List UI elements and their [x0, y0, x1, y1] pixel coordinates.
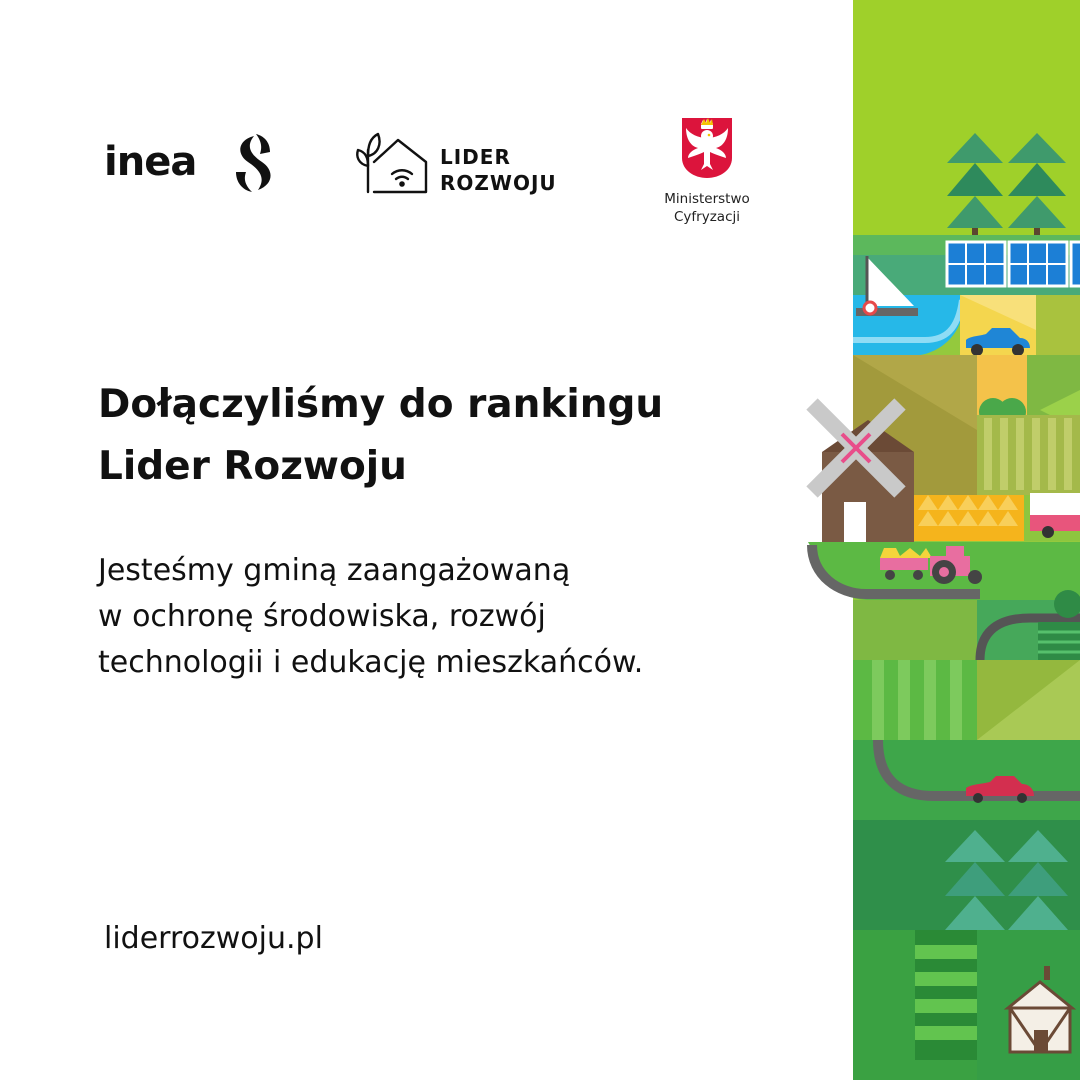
ministry-logo [640, 116, 774, 236]
inea-logo [104, 130, 274, 194]
ministry-name-line1: Ministerstwo [664, 191, 750, 207]
body-line1: Jesteśmy gminą zaangażowaną [98, 553, 571, 588]
body-line2: w ochronę środowiska, rozwój [98, 599, 546, 634]
website-link[interactable]: liderrozwoju.pl [104, 921, 323, 956]
inea-swirl-icon [230, 132, 276, 194]
lider-wordmark-line1: LIDER [440, 145, 511, 169]
white-eagle-emblem-icon [680, 116, 734, 180]
headline-line2: Lider Rozwoju [98, 444, 407, 489]
lider-rozwoju-logo [354, 126, 584, 196]
ministry-name [640, 190, 774, 226]
lider-wordmark-line2: ROZWOJU [440, 171, 557, 195]
inea-wordmark: inea [104, 139, 197, 185]
solar-panels [947, 242, 1080, 286]
sprout-house-wifi-icon [354, 126, 434, 196]
body-line3: technologii i edukację mieszkańców. [98, 645, 644, 680]
body-text [98, 548, 798, 686]
headline-line1: Dołączyliśmy do rankingu [98, 382, 664, 427]
landscape-illustration [790, 0, 1080, 1080]
headline [98, 374, 788, 498]
ministry-name-line2: Cyfryzacji [674, 209, 740, 225]
haystacks [914, 495, 1024, 541]
lider-rozwoju-wordmark [440, 144, 557, 196]
